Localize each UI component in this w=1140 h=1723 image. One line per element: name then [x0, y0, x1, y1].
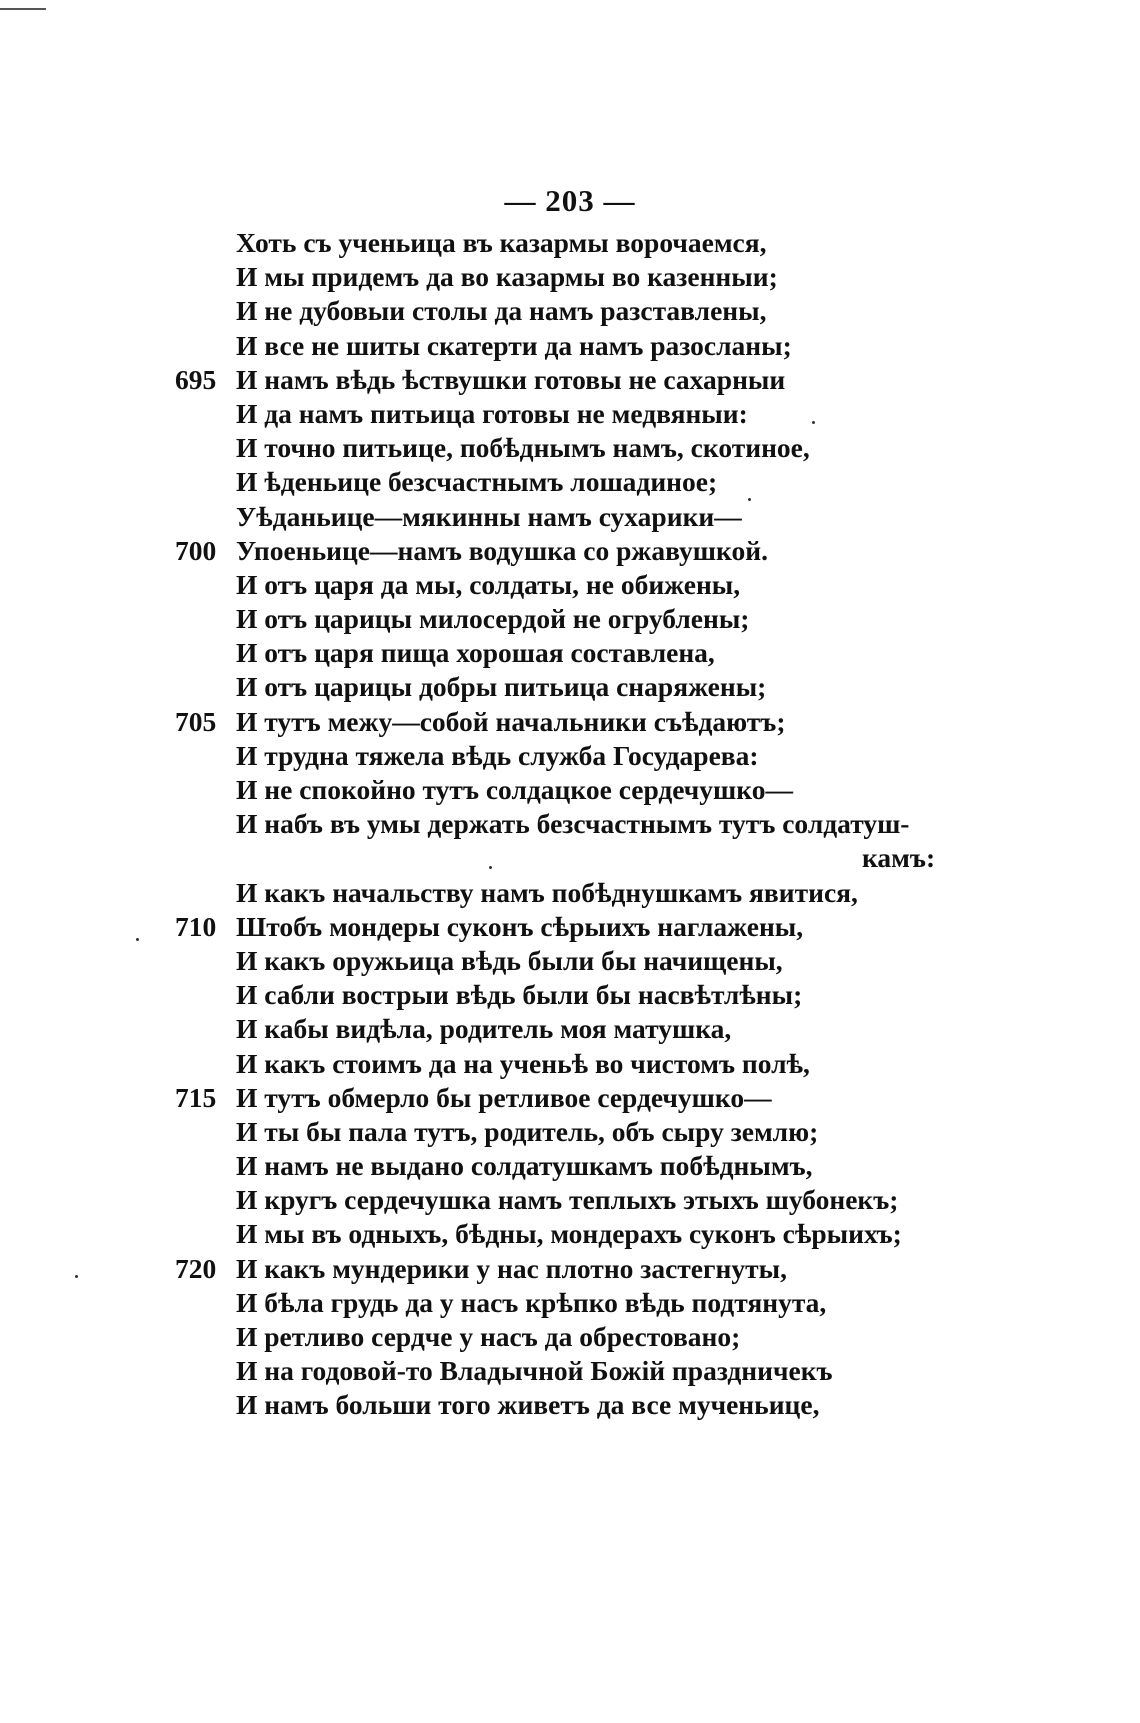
verse-line	[0, 1149, 1140, 1183]
line-text: И намъ не выдано солдатушкамъ побѣднымъ,	[236, 1150, 813, 1182]
line-text: Упоеньице—намъ водушка со ржавушкой.	[236, 534, 768, 566]
verse-line	[0, 807, 1140, 841]
line-text: И ретливо сердче у насъ да обрестовано;	[236, 1321, 741, 1352]
line-text: Уѣданьице—мякинны намъ сухарики—	[236, 500, 742, 532]
verse-line	[0, 363, 1140, 397]
line-text: И ты бы пала тутъ, родитель, объ сыру землю;	[236, 1115, 819, 1147]
corner-rule	[0, 8, 46, 10]
verse-line	[0, 397, 1140, 431]
verse-line	[0, 294, 1140, 328]
line-number: 710	[175, 910, 217, 942]
line-text: И бѣла грудь да у насъ крѣпко вѣдь подтянута,	[236, 1286, 827, 1318]
verse-line	[0, 978, 1140, 1012]
line-text: И какъ стоимъ да на ученьѣ во чистомъ полѣ,	[236, 1047, 810, 1079]
line-number: 700	[175, 534, 217, 566]
verse-line	[0, 705, 1140, 739]
verse-line	[0, 876, 1140, 910]
line-text: Штобъ мондеры суконъ сѣрыихъ наглажены,	[236, 910, 804, 942]
verse-line	[0, 602, 1140, 636]
line-text: И тутъ межу—собой начальники съѣдаютъ;	[236, 705, 786, 737]
verse-line	[0, 568, 1140, 602]
line-text: И набъ въ умы держать безсчастнымъ тутъ солдатуш-	[236, 808, 910, 840]
verse-line	[0, 1012, 1140, 1046]
verse-line	[0, 1115, 1140, 1149]
line-text: И какъ мундерики у нас плотно застегнуты,	[236, 1252, 787, 1284]
line-text: И отъ царя пища хорошая составлена,	[236, 637, 715, 669]
verse-line	[0, 226, 1140, 260]
verse-line	[0, 500, 1140, 534]
verse-line	[0, 1252, 1140, 1286]
line-number: 695	[175, 363, 217, 395]
verse-line	[0, 1183, 1140, 1217]
verse-line	[0, 773, 1140, 807]
line-text: И трудна тяжела вѣдь служба Государева:	[236, 739, 759, 771]
page-number: — 203 —	[504, 183, 636, 218]
verse-line	[0, 1354, 1140, 1388]
line-text: И не спокойно тутъ солдацкое сердечушко—	[236, 774, 794, 805]
line-text: И точно питьице, побѣднымъ намъ, скотиное,	[236, 432, 810, 464]
line-text: И мы придемъ да во казармы во казенныи;	[236, 261, 778, 293]
verse-line	[0, 1388, 1140, 1422]
line-text: И намъ вѣдь ѣствушки готовы не сахарныи	[236, 363, 786, 395]
verse-line	[0, 465, 1140, 499]
line-text: И кругъ сердечушка намъ теплыхъ этыхъ шубонекъ;	[236, 1184, 899, 1216]
verse-line	[0, 534, 1140, 568]
line-text: И намъ больши того живетъ да все мученьице,	[236, 1389, 820, 1421]
verse-line	[0, 1081, 1140, 1115]
scan-speck	[136, 938, 139, 941]
line-text: И отъ царицы добры питьица снаряжены;	[236, 671, 767, 703]
verse-line	[0, 739, 1140, 773]
line-text: И какъ оружьица вѣдь были бы начищены,	[236, 944, 783, 976]
scan-speck	[812, 421, 815, 424]
line-text: И да намъ питьица готовы не медвяныи:	[236, 397, 748, 429]
verse-line	[0, 431, 1140, 465]
verse-line	[0, 1217, 1140, 1251]
line-text: И не дубовыи столы да намъ разставлены,	[236, 295, 767, 327]
scan-speck	[489, 866, 492, 869]
verse-block	[0, 226, 1140, 1423]
line-text: И мы въ одныхъ, бѣдны, мондерахъ суконъ сѣрыихъ;	[236, 1218, 902, 1250]
line-text: камъ:	[862, 842, 936, 874]
verse-line	[0, 1047, 1140, 1081]
line-text: И отъ царя да мы, солдаты, не обижены,	[236, 568, 741, 600]
line-text: И сабли вострыи вѣдь были бы насвѣтлѣны;	[236, 979, 803, 1011]
verse-line	[0, 841, 1140, 875]
line-text: И все не шиты скатерти да намъ разосланы;	[236, 329, 792, 361]
line-text: И кабы видѣла, родитель моя матушка,	[236, 1013, 732, 1045]
line-text: И на годовой-то Владычной Божій праздничекъ	[236, 1355, 833, 1387]
verse-line	[0, 1320, 1140, 1354]
verse-line	[0, 944, 1140, 978]
line-number: 705	[175, 705, 217, 737]
line-text: И отъ царицы милосердой не огрублены;	[236, 603, 750, 635]
line-number: 720	[175, 1252, 217, 1284]
verse-line	[0, 1286, 1140, 1320]
verse-line	[0, 910, 1140, 944]
line-text: И какъ начальству намъ побѣднушкамъ явитися,	[236, 876, 858, 908]
scan-speck	[75, 1275, 78, 1278]
verse-line	[0, 329, 1140, 363]
verse-line	[0, 260, 1140, 294]
verse-line	[0, 636, 1140, 670]
scan-speck	[748, 498, 751, 501]
line-number: 715	[175, 1081, 217, 1113]
verse-line	[0, 670, 1140, 704]
line-text: И тутъ обмерло бы ретливое сердечушко—	[236, 1081, 772, 1113]
line-text: И ѣденьице безсчастнымъ лошадиное;	[236, 466, 718, 498]
line-text: Хоть съ ученьица въ казармы ворочаемся,	[236, 227, 767, 258]
